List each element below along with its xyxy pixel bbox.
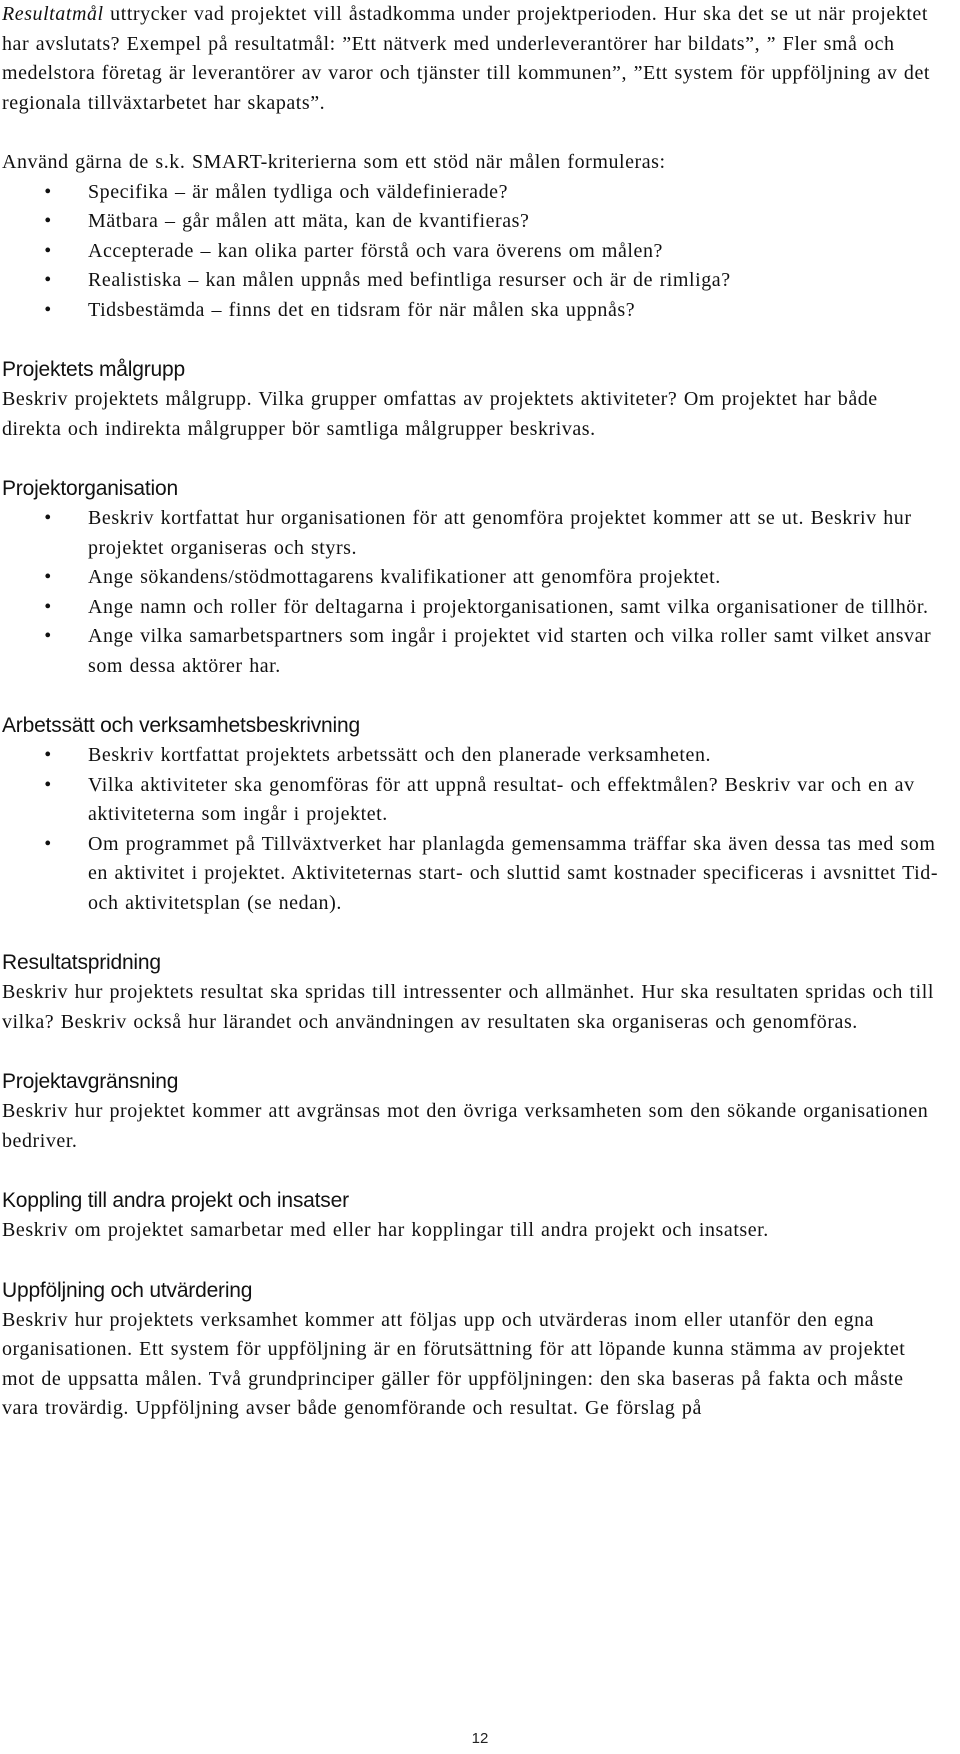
list-item xyxy=(2,296,942,326)
section-heading-organisation: Projektorganisation xyxy=(2,477,178,500)
list-item xyxy=(2,237,942,267)
uppfoljning-text: Beskriv hur projektets verksamhet kommer att följas upp och utvärderas inom eller utanför den egna organisationen. Ett system för uppföljning är en förutsättning för att löpande kunna stämma av projektet mot de uppsatta målen. Två grundprinciper gäller för uppföljningen: den ska baseras på fakta och måste vara trovärdig. Uppföljning avser både genomförande och resultat. Ge förslag på xyxy=(2,1308,906,1419)
intro-term: Resultatmål xyxy=(2,3,104,25)
koppling-text: Beskriv om projektet samarbetar med eller har kopplingar till andra projekt och insatser. xyxy=(2,1219,769,1241)
list-item-text: Ange sökandens/stödmottagarens kvalifikationer att genomföra projektet. xyxy=(88,566,721,588)
bullet-icon: • xyxy=(44,269,52,291)
section-heading-avgransning: Projektavgränsning xyxy=(2,1070,179,1093)
list-item xyxy=(2,207,942,237)
bullet-icon: • xyxy=(44,595,52,618)
list-item-text: Specifika – är målen tydliga och väldefinierade? xyxy=(88,180,509,203)
smart-lead: Använd gärna de s.k. SMART-kriterierna som ett stöd när målen formuleras: xyxy=(2,151,666,173)
list-item xyxy=(2,593,942,623)
list-item xyxy=(2,741,942,771)
page-number: 12 xyxy=(471,1730,489,1747)
organisation-list xyxy=(2,504,942,681)
bullet-icon: • xyxy=(44,239,52,262)
section-heading-spridning: Resultatspridning xyxy=(2,951,161,974)
list-item-text: Vilka aktiviteter ska genomföras för att uppnå resultat- och effektmålen? Beskriv var och en av aktiviteterna som ingår i projektet. xyxy=(88,773,915,825)
list-item xyxy=(2,563,942,593)
list-item-text: Beskriv kortfattat hur organisationen för att genomföra projektet kommer att se ut. Beskriv hur projektet organiseras och styrs. xyxy=(88,507,912,559)
bullet-icon: • xyxy=(44,210,52,232)
arbetssatt-list xyxy=(2,741,942,918)
bullet-icon: • xyxy=(44,180,52,203)
section-heading-koppling: Koppling till andra projekt och insatser xyxy=(2,1189,349,1212)
list-item xyxy=(2,178,942,208)
bullet-icon: • xyxy=(44,773,52,796)
list-item-text: Tidsbestämda – finns det en tidsram för när målen ska uppnås? xyxy=(88,298,636,321)
bullet-icon: • xyxy=(44,298,52,321)
list-item-text: Om programmet på Tillväxtverket har planlagda gemensamma träffar ska även dessa tas med som en aktivitet i projektet. Aktiviteternas start- och sluttid samt kostnader specificeras i avsnittet Tid- och aktivitetsplan (se nedan). xyxy=(88,832,939,914)
list-item-text: Beskriv kortfattat projektets arbetssätt och den planerade verksamheten. xyxy=(88,744,712,766)
list-item-text: Realistiska – kan målen uppnås med befintliga resurser och är de rimliga? xyxy=(88,269,731,291)
section-heading-malgrupp: Projektets målgrupp xyxy=(2,358,185,381)
list-item xyxy=(2,771,942,830)
list-item xyxy=(2,266,942,296)
list-item-text: Mätbara – går målen att mäta, kan de kvantifieras? xyxy=(88,210,530,232)
list-item-text: Ange namn och roller för deltagarna i projektorganisationen, samt vilka organisationer de tillhör. xyxy=(88,595,929,618)
bullet-icon: • xyxy=(44,625,52,647)
intro-text: uttrycker vad projektet vill åstadkomma under projektperioden. Hur ska det se ut när projektet har avslutats? Exempel på resultatmål: ”Ett nätverk med underleverantörer har bildats”, ” Fler små och medelstora företag är leverantörer av varor och tjänster till kommunen”, ”Ett system för uppföljning av det regionala tillväxtarbetet har skapats”. xyxy=(2,3,930,114)
spridning-text: Beskriv hur projektets resultat ska spridas till intressenter och allmänhet. Hur ska resultaten spridas och till vilka? Beskriv också hur lärandet och användningen av resultaten ska organiseras och genomföras. xyxy=(2,981,934,1033)
document-page xyxy=(2,0,942,1424)
list-item-text: Ange vilka samarbetspartners som ingår i projektet vid starten och vilka roller samt vilket ansvar som dessa aktörer har. xyxy=(88,625,932,677)
smart-list xyxy=(2,178,942,326)
list-item xyxy=(2,830,942,919)
list-item xyxy=(2,504,942,563)
intro-paragraph xyxy=(2,0,942,118)
avgransning-text: Beskriv hur projektet kommer att avgränsas mot den övriga verksamheten som den sökande organisationen bedriver. xyxy=(2,1100,929,1152)
malgrupp-text: Beskriv projektets målgrupp. Vilka grupper omfattas av projektets aktiviteter? Om projektet har både direkta och indirekta målgrupper bör samtliga målgrupper beskrivas. xyxy=(2,388,878,440)
section-heading-arbetssatt: Arbetssätt och verksamhetsbeskrivning xyxy=(2,714,360,737)
bullet-icon: • xyxy=(44,566,52,588)
bullet-icon: • xyxy=(44,744,52,766)
bullet-icon: • xyxy=(44,832,52,855)
section-heading-uppfoljning: Uppföljning och utvärdering xyxy=(2,1278,253,1302)
list-item xyxy=(2,622,942,681)
list-item-text: Accepterade – kan olika parter förstå och vara överens om målen? xyxy=(88,239,663,262)
bullet-icon: • xyxy=(44,507,52,529)
